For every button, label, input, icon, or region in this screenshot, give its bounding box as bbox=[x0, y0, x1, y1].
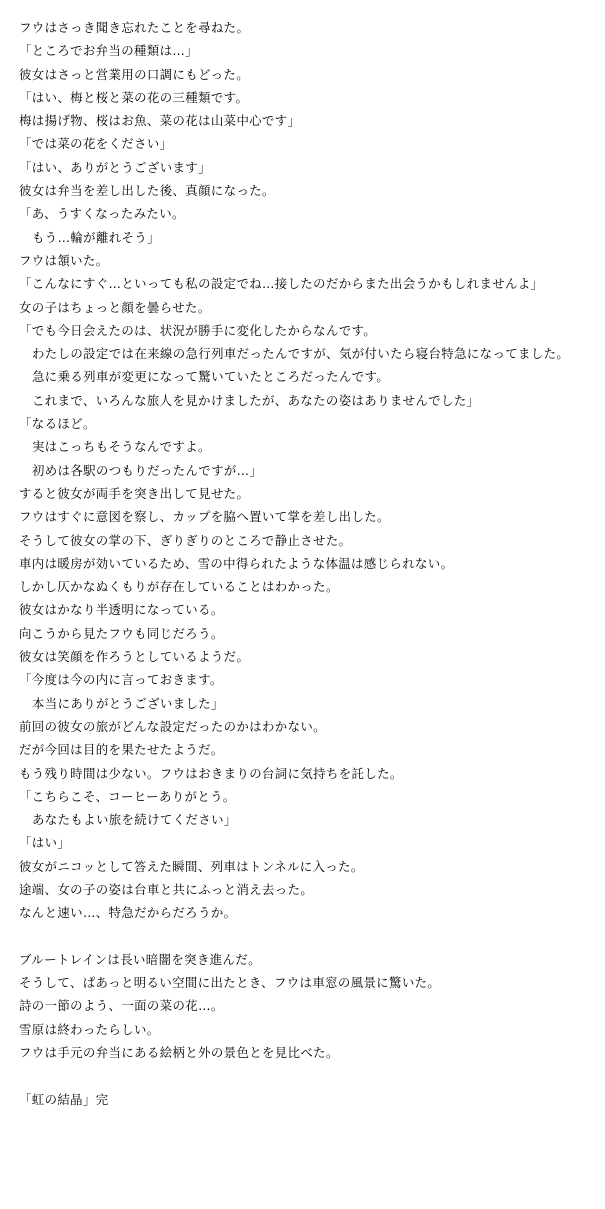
text-line: 女の子はちょっと顔を曇らせた。 bbox=[19, 299, 211, 315]
text-line: 「では菜の花をください」 bbox=[19, 136, 173, 152]
text-line: フウは手元の弁当にある絵柄と外の景色とを見比べた。 bbox=[19, 1045, 339, 1061]
text-line: 途端、女の子の姿は台車と共にふっと消え去った。 bbox=[19, 881, 314, 897]
text-line: フウは頷いた。 bbox=[19, 252, 109, 268]
text-line: そうして、ぱあっと明るい空間に出たとき、フウは車窓の風景に驚いた。 bbox=[19, 975, 441, 991]
text-line: 「虹の結晶」完 bbox=[19, 1091, 109, 1107]
text-line: 「こちらこそ、コーヒーありがとう。 bbox=[19, 788, 236, 804]
text-line: 「なるほど。 bbox=[19, 416, 96, 432]
text-line: 彼女は弁当を差し出した後、真顔になった。 bbox=[19, 183, 275, 199]
text-line: 雪原は終わったらしい。 bbox=[19, 1021, 160, 1037]
text-line: 「あ、うすくなったみたい。 bbox=[19, 206, 185, 222]
text-line: 「はい、梅と桜と菜の花の三種類です。 bbox=[19, 89, 249, 105]
text-line: これまで、いろんな旅人を見かけましたが、あなたの姿はありませんでした」 bbox=[32, 392, 480, 408]
text-line: 「はい」 bbox=[19, 835, 71, 851]
text-line: 彼女はさっと営業用の口調にもどった。 bbox=[19, 66, 249, 82]
text-line: 彼女はかなり半透明になっている。 bbox=[19, 602, 224, 618]
text-line: 車内は暖房が効いているため、雪の中得られたような体温は感じられない。 bbox=[19, 555, 454, 571]
text-line: 前回の彼女の旅がどんな設定だったのかはわかない。 bbox=[19, 718, 326, 734]
text-line: すると彼女が両手を突き出して見せた。 bbox=[19, 485, 250, 501]
text-line: そうして彼女の掌の下、ぎりぎりのところで静止させた。 bbox=[19, 532, 352, 548]
blank-line bbox=[19, 925, 605, 948]
text-line: 彼女は笑顔を作ろうとしているようだ。 bbox=[19, 649, 250, 665]
text-line: なんと速い…、特急だからだろうか。 bbox=[19, 905, 237, 921]
text-line: フウはさっき聞き忘れたことを尋ねた。 bbox=[19, 20, 250, 35]
text-line: フウはすぐに意図を察し、カップを脇へ置いて掌を差し出した。 bbox=[19, 509, 390, 525]
text-line: 「今度は今の内に言っておきます。 bbox=[19, 672, 223, 688]
text-line: わたしの設定では在来線の急行列車だったんですが、気が付いたら寝台特急になってました。 bbox=[32, 346, 570, 362]
text-line: 「こんなにすぐ…といっても私の設定でね…接したのだからまた出会うかもしれませんよ」 bbox=[19, 276, 544, 292]
text-line: 梅は揚げ物、桜はお魚、菜の花は山菜中心です」 bbox=[19, 113, 301, 129]
text-line: 「ところでお弁当の種類は…」 bbox=[19, 43, 198, 59]
text-line: 実はこっちもそうなんですよ。 bbox=[32, 439, 211, 455]
text-line: 「はい、ありがとうございます」 bbox=[19, 159, 211, 175]
text-line: 向こうから見たフウも同じだろう。 bbox=[19, 625, 224, 641]
text-line: あなたもよい旅を続けてください」 bbox=[32, 812, 237, 828]
text-line: もう残り時間は少ない。フウはおきまりの台詞に気持ちを託した。 bbox=[19, 765, 403, 781]
text-line: 「でも今日会えたのは、状況が勝手に変化したからなんです。 bbox=[19, 322, 377, 338]
text-line: しかし仄かなぬくもりが存在していることはわかった。 bbox=[19, 579, 339, 595]
text-line: 急に乗る列車が変更になって驚いていたところだったんです。 bbox=[32, 369, 390, 385]
text-line: 詩の一節のよう、一面の菜の花…。 bbox=[19, 998, 224, 1014]
text-line: だが今回は目的を果たせたようだ。 bbox=[19, 742, 224, 758]
text-line: 初めは各駅のつもりだったんですが…」 bbox=[32, 462, 263, 478]
text-line: もう…輪が離れそう」 bbox=[32, 229, 160, 245]
text-line: 本当にありがとうございました」 bbox=[32, 695, 224, 711]
text-line: 彼女がニコッとして答えた瞬間、列車はトンネルに入った。 bbox=[19, 858, 364, 874]
text-line: ブルートレインは長い暗闇を突き進んだ。 bbox=[19, 951, 261, 967]
blank-line bbox=[19, 1064, 605, 1087]
